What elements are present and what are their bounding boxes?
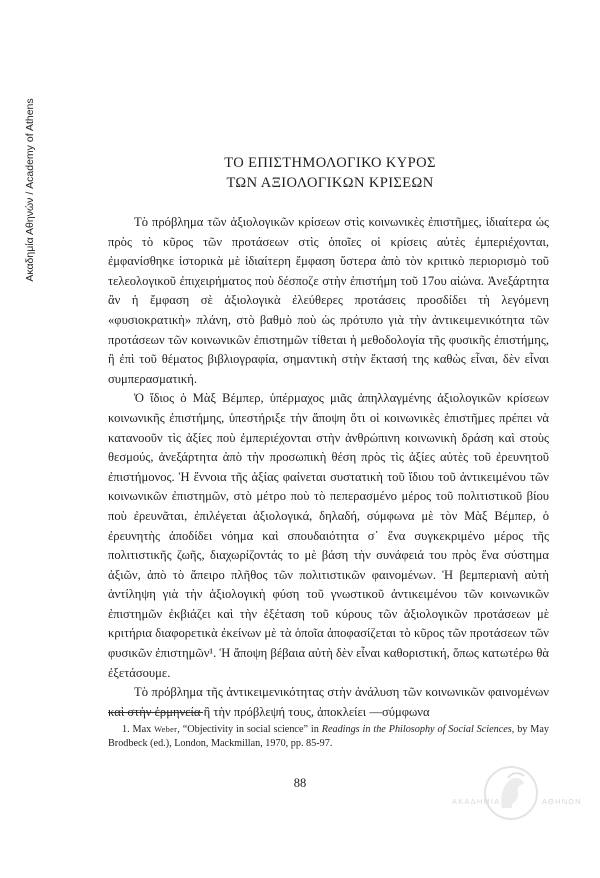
footnote-1 (108, 723, 549, 751)
athena-seal-icon (482, 764, 540, 822)
paragraph-2: Ὁ ἴδιος ὁ Μὰξ Βέμπερ, ὑπέρμαχος μιᾶς ἀπηλλαγμένης ἀξιολογικῶν κρίσεων κοινωνικῆς ἐπιστήμης, ὑπεστήριξε τὴν ἄποψη ὅτι οἱ κοινωνικὲς ἐπιστῆμες πρέπει νὰ κατανοοῦν τὶς ἀξίες ποὺ ἐμπεριέχονται στὴν ἀνθρώπινη κοινωνικὴ δράση καὶ στοὺς θεσμούς, ἀνεξάρτητα ἀπὸ τὴν προσωπικὴ θέση πρὸς τὶς ἀξίες αὐτὲς τοῦ ἐρευνητοῦ ἐπιστήμονος. Ἡ ἔννοια τῆς ἀξίας φαίνεται συστατικὴ τοῦ ἴδιου τοῦ ἀντικειμένου τῶν κοινωνικῶν ἐπιστημῶν, στὸ μέτρο ποὺ τὸ πεπερασμένο μέρος τοῦ πολιτιστικοῦ βίου ποὺ ἐρευνᾶται, ἐπιλέγεται ἀξιολογικά, δηλαδή, σύμφωνα μὲ τὸν Μὰξ Βέμπερ, ὁ ἐρευνητὴς ἀποδίδει νόημα καὶ σπουδαιότητα σ᾿ ἕνα συγκεκριμένο μέρος τῆς πολιτιστικῆς ζωῆς, διαχωρίζοντάς το μὲ βάση τὴν συνάφειά του πρὸς ἕνα σύστημα ἀξιῶν, ἀπὸ τὸ ἄπειρο πλῆθος τῶν πολιτιστικῶν φαινομένων. Ἡ βεμπεριανὴ αὐτὴ ἀντίληψη γιὰ τὴν ἀξιολογικὴ φύση τοῦ γνωστικοῦ ἀντικειμένου τῶν κοινωνικῶν ἐπιστημῶν ἐκβιάζει καὶ τὴν ἐξέταση τοῦ κύρους τῶν ἀξιολογικῶν προτάσεων μὲ κριτήρια διαφορετικὰ ἐκείνων μὲ τὰ ὁποῖα ἀποφασίζεται τὸ κῦρος τῶν προτάσεων τῶν φυσικῶν ἐπιστημῶν¹. Ἡ ἄποψη βέβαια αὐτὴ δὲν εἶναι καθοριστική, ὅπως κατωτέρω θὰ ἐξετάσουμε. (108, 391, 549, 680)
page-number: 88 (293, 776, 307, 790)
title-line-2: ΤΩΝ ΑΞΙΟΛΟΓΙΚΩΝ ΚΡΙΣΕΩΝ (226, 175, 434, 191)
footnote-author: Weber (154, 725, 178, 734)
side-label (18, 40, 42, 340)
title-line-1: ΤΟ ΕΠΙΣΤΗΜΟΛΟΓΙΚΟ ΚΥΡΟΣ (224, 155, 436, 171)
chapter-title (120, 153, 540, 193)
archive-label: Ακαδημία Αθηνών / Academy of Athens (24, 98, 36, 282)
footnote-divider (108, 712, 203, 713)
footnote-text-before: , “Objectivity in social science” in (177, 724, 322, 735)
footnote-number: 1. Max (122, 724, 155, 735)
academy-watermark (452, 764, 582, 824)
paragraph-3: Τὸ πρόβλημα τῆς ἀντικειμενικότητας στὴν ἀνάλυση τῶν κοινωνικῶν φαινομένων καὶ στὴν ἑρμηνεία ἢ τὴν πρόβλεψή τους, ἀποκλείει —σύμφωνα (108, 685, 549, 719)
footnote (108, 723, 549, 751)
body-text (108, 213, 549, 722)
footnote-book-title: Readings in the Philosophy of Social Sciences (321, 724, 512, 735)
watermark-left-text: ΑΚΑΔΗΜΙΑ (452, 797, 501, 806)
footnote-text-after: , by May Brodbeck (ed.), London, Mackmillan, 1970, pp. 85-97. (108, 724, 549, 749)
paragraph-1: Τὸ πρόβλημα τῶν ἀξιολογικῶν κρίσεων στὶς κοινωνικὲς ἐπιστῆμες, ἰδιαίτερα ὡς πρὸς τὸ κῦρος τῶν προτάσεων στὶς ὁποῖες οἱ κρίσεις αὐτὲς ἐμπεριέχονται, ἐμφανίσθηκε ἱστορικὰ μὲ ἰδιαίτερη ἔμφαση ὕστερα ἀπὸ τὸν κριτικὸ περιορισμὸ τοῦ τελεολογικοῦ ἐπιχειρήματος ποὺ δέσποζε στὴν ἐπιστήμη τοῦ 17ου αἰώνα. Ἀνεξάρτητα ἂν ἡ ἔμφαση σὲ ἀξιολογικὰ ἐλεύθερες προτάσεις προσδίδει τὴ λεγόμενη «φυσιοκρατικὴ» πλάνη, στὸ βαθμὸ ποὺ ὡς πρότυπο γιὰ τὴν ἀντικειμενικότητα τῶν προτάσεων τῶν κοινωνικῶν ἐπιστημῶν τίθεται ἡ μεθοδολογία τῆς φυσικῆς ἐπιστήμης, ἢ ἐπὶ τοῦ θέματος βιβλιογραφία, σημαντικὴ στὴν ἔκτασή της καθὼς εἶναι, δὲν εἶναι συμπερασματική. (108, 215, 549, 386)
watermark-right-text: ΑΘΗΝΩΝ (542, 797, 582, 806)
